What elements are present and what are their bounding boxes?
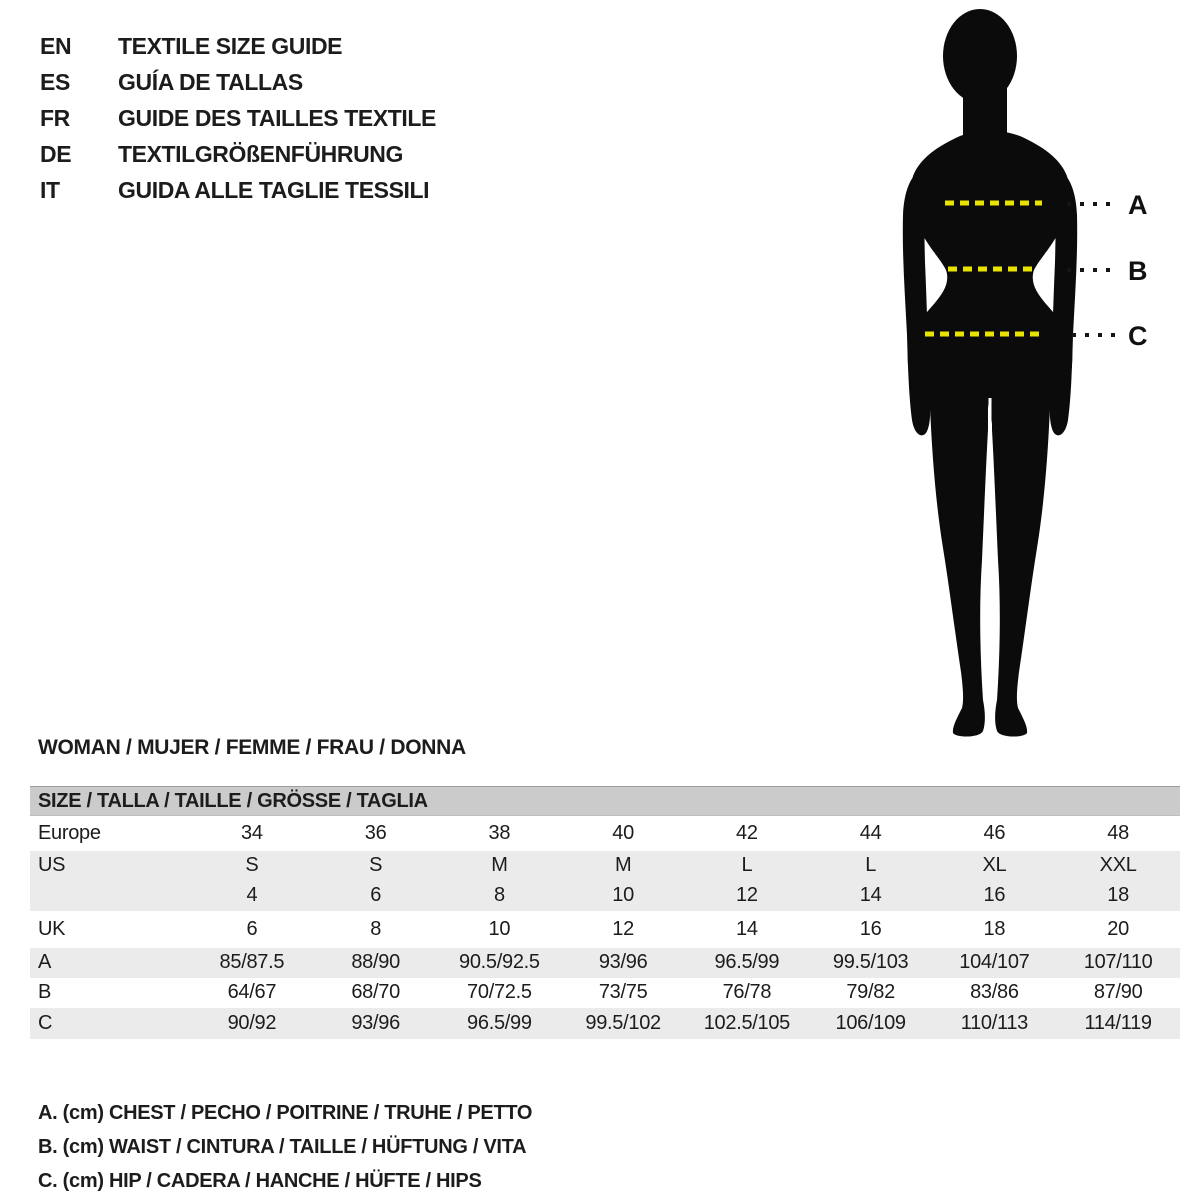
chest-label: A bbox=[1128, 190, 1148, 220]
size-cell: 48 bbox=[1107, 821, 1129, 844]
size-cell: 93/96 bbox=[561, 948, 685, 978]
size-table-container bbox=[30, 786, 1180, 1039]
language-guide bbox=[40, 28, 436, 208]
size-cell: 18 bbox=[1056, 881, 1180, 911]
size-cell: XXL bbox=[1056, 851, 1180, 881]
row-label-cell: US bbox=[30, 851, 190, 881]
row-label-cell: Europe bbox=[38, 821, 101, 844]
size-cell: 34 bbox=[241, 821, 263, 844]
size-cell: 102.5/105 bbox=[685, 1008, 809, 1039]
row-label-cell bbox=[30, 881, 190, 911]
hip-label: C bbox=[1128, 321, 1148, 351]
size-cell: 96.5/99 bbox=[438, 1008, 562, 1039]
size-cell: 8 bbox=[438, 881, 562, 911]
table-row-us-letters bbox=[30, 851, 1180, 881]
size-cell: 90/92 bbox=[190, 1008, 314, 1039]
size-cell: S bbox=[314, 851, 438, 881]
size-cell: 20 bbox=[1107, 917, 1129, 940]
size-cell: 114/119 bbox=[1056, 1008, 1180, 1039]
table-row-europe bbox=[30, 816, 1180, 851]
table-row-us-numbers bbox=[30, 881, 1180, 911]
language-row bbox=[40, 136, 436, 172]
size-cell: 12 bbox=[612, 917, 634, 940]
size-cell: 70/72.5 bbox=[467, 981, 532, 1003]
size-cell: 87/90 bbox=[1093, 981, 1143, 1003]
left-waist-gap bbox=[931, 252, 936, 300]
size-cell: 64/67 bbox=[227, 981, 277, 1003]
size-cell: 46 bbox=[983, 821, 1006, 844]
language-row bbox=[40, 172, 436, 208]
row-label-cell: B bbox=[38, 981, 52, 1003]
size-cell: 40 bbox=[612, 821, 634, 844]
size-cell: XL bbox=[933, 851, 1057, 881]
language-code: FR bbox=[40, 104, 70, 131]
size-cell: S bbox=[190, 851, 314, 881]
size-cell: 68/70 bbox=[351, 981, 400, 1003]
row-label-cell: C bbox=[30, 1008, 190, 1039]
language-title: GUIDE DES TAILLES TEXTILE bbox=[118, 104, 436, 131]
size-cell: 14 bbox=[809, 881, 933, 911]
language-code: ES bbox=[40, 68, 70, 95]
language-code: IT bbox=[40, 176, 60, 203]
table-row-waist bbox=[30, 978, 1180, 1008]
size-cell: 76/78 bbox=[722, 981, 772, 1003]
legend-chest: A. (cm) CHEST / PECHO / POITRINE / TRUHE / PETTO bbox=[38, 1102, 533, 1124]
language-row bbox=[40, 64, 436, 100]
language-code: DE bbox=[40, 140, 72, 167]
language-title: TEXTILE SIZE GUIDE bbox=[118, 32, 343, 59]
waist-label: B bbox=[1128, 256, 1148, 286]
size-cell: 107/110 bbox=[1056, 948, 1180, 978]
measurement-legend bbox=[38, 1096, 532, 1198]
left-leg-shape bbox=[930, 406, 988, 737]
size-cell: 18 bbox=[983, 917, 1006, 940]
table-header-row bbox=[30, 787, 1180, 816]
size-cell: 10 bbox=[561, 881, 685, 911]
size-cell: 12 bbox=[685, 881, 809, 911]
right-leg-shape bbox=[992, 406, 1050, 737]
row-label-cell: A bbox=[30, 948, 190, 978]
size-cell: 79/82 bbox=[846, 981, 895, 1003]
size-cell: 106/109 bbox=[809, 1008, 933, 1039]
size-cell: 6 bbox=[314, 881, 438, 911]
legend-hip: C. (cm) HIP / CADERA / HANCHE / HÜFTE / HIPS bbox=[38, 1170, 482, 1192]
row-label-cell: UK bbox=[38, 917, 66, 940]
table-row-uk bbox=[30, 911, 1180, 948]
section-heading: WOMAN / MUJER / FEMME / FRAU / DONNA bbox=[38, 736, 466, 759]
size-cell: M bbox=[561, 851, 685, 881]
size-cell: 90.5/92.5 bbox=[438, 948, 562, 978]
size-cell: 104/107 bbox=[933, 948, 1057, 978]
size-cell: 96.5/99 bbox=[685, 948, 809, 978]
table-row-chest bbox=[30, 948, 1180, 978]
legend-waist: B. (cm) WAIST / CINTURA / TAILLE / HÜFTUNG / VITA bbox=[38, 1136, 527, 1158]
size-cell: 16 bbox=[859, 917, 882, 940]
size-cell: L bbox=[809, 851, 933, 881]
size-cell: 4 bbox=[190, 881, 314, 911]
size-cell: 10 bbox=[488, 917, 511, 940]
right-waist-gap bbox=[1044, 252, 1049, 300]
size-table-header: SIZE / TALLA / TAILLE / GRÖSSE / TAGLIA bbox=[30, 787, 1180, 816]
language-title: GUIDA ALLE TAGLIE TESSILI bbox=[118, 176, 430, 203]
size-cell: M bbox=[438, 851, 562, 881]
size-cell: L bbox=[685, 851, 809, 881]
language-title: GUÍA DE TALLAS bbox=[118, 68, 303, 95]
language-row bbox=[40, 28, 436, 64]
language-code: EN bbox=[40, 32, 72, 59]
size-cell: 36 bbox=[364, 821, 387, 844]
size-table bbox=[30, 786, 1180, 1039]
size-cell: 38 bbox=[488, 821, 511, 844]
language-row bbox=[40, 100, 436, 136]
size-cell: 42 bbox=[736, 821, 758, 844]
language-title: TEXTILGRÖßENFÜHRUNG bbox=[118, 140, 403, 167]
woman-figure bbox=[870, 0, 1170, 745]
size-cell: 99.5/103 bbox=[809, 948, 933, 978]
size-cell: 73/75 bbox=[598, 981, 648, 1003]
size-cell: 44 bbox=[859, 821, 882, 844]
size-cell: 14 bbox=[736, 917, 758, 940]
size-cell: 83/86 bbox=[970, 981, 1019, 1003]
size-cell: 85/87.5 bbox=[190, 948, 314, 978]
size-cell: 88/90 bbox=[314, 948, 438, 978]
size-cell: 110/113 bbox=[933, 1008, 1057, 1039]
size-cell: 8 bbox=[370, 917, 382, 940]
size-cell: 93/96 bbox=[314, 1008, 438, 1039]
size-cell: 16 bbox=[933, 881, 1057, 911]
size-cell: 6 bbox=[246, 917, 258, 940]
size-cell: 99.5/102 bbox=[561, 1008, 685, 1039]
table-row-hip bbox=[30, 1008, 1180, 1039]
